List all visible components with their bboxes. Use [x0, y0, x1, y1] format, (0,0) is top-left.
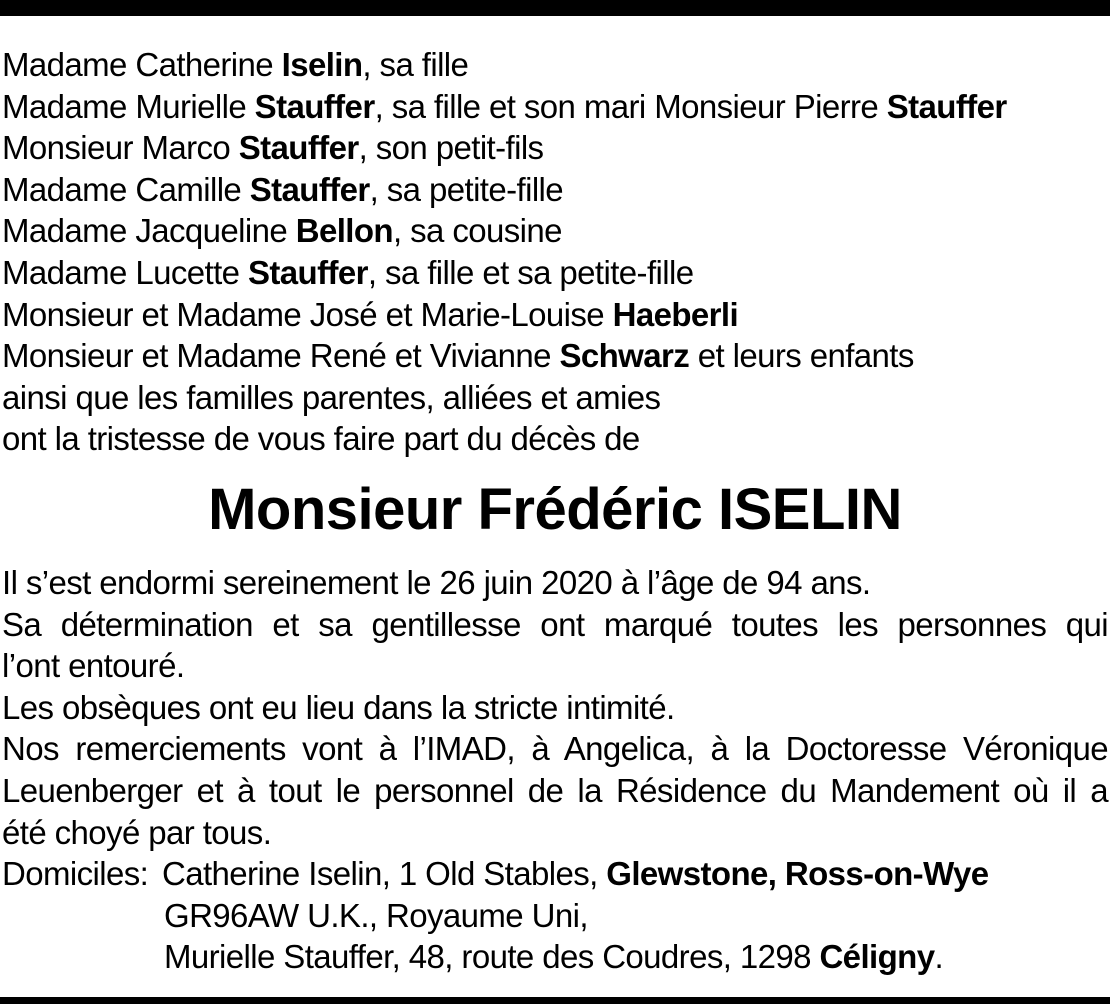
body-line: Il s’est endormi sereinement le 26 juin 2020 à l’âge de 94 ans. [2, 564, 871, 601]
mourner-text: Monsieur et Madame René et Vivianne [2, 337, 560, 375]
address-text: Murielle Stauffer, 48, route des Coudres, 1298 [164, 938, 820, 976]
mourner-line [2, 418, 1108, 460]
mourner-surname: Stauffer [249, 170, 370, 208]
mourner-relation: et leurs enfants [689, 337, 914, 375]
top-rule [0, 0, 1110, 16]
mourner-surname: Stauffer [886, 87, 1007, 125]
mourner-relation: , sa fille et son mari Monsieur Pierre [374, 87, 887, 125]
mourner-text: Madame Catherine [2, 46, 282, 83]
domiciles-label: Domiciles: [2, 855, 149, 893]
mourner-relation: , sa cousine [392, 212, 562, 250]
mourner-surname: Schwarz [559, 337, 690, 375]
mourner-line [2, 294, 1108, 336]
mourner-text: Madame Camille [2, 170, 250, 208]
mourner-line [2, 252, 1108, 294]
mourner-line [2, 86, 1108, 128]
mourner-text: ainsi que les familles parentes, alliées et amies [2, 378, 661, 416]
mourner-surname: Stauffer [254, 87, 375, 125]
mourner-line [2, 127, 1108, 169]
mourner-text: ont la tristesse de vous faire part du décès de [2, 420, 640, 458]
mourner-surname: Haeberli [612, 295, 739, 333]
mourner-line [2, 210, 1108, 252]
bottom-rule [0, 997, 1110, 1004]
deceased-name: Monsieur Frédéric ISELIN [208, 477, 902, 542]
body-line: Les obsèques ont eu lieu dans la stricte intimité. [2, 688, 675, 726]
address-line: GR96AW U.K., Royaume Uni, [164, 896, 588, 934]
mourner-text: Madame Murielle [2, 87, 255, 125]
mourner-line [2, 377, 1108, 419]
mourner-line [2, 169, 1108, 211]
mourner-line [2, 44, 1108, 86]
body-line: été choyé par tous. [2, 813, 272, 851]
mourner-surname: Stauffer [247, 253, 368, 291]
body-line: l’ont entouré. [2, 647, 185, 685]
mourners-list [2, 44, 1108, 460]
mourner-text: Monsieur Marco [2, 129, 239, 167]
address-place: Céligny [819, 938, 935, 976]
address-place: Glewstone, Ross-on-Wye [606, 855, 989, 893]
mourner-relation: , sa fille et sa petite-fille [367, 253, 694, 291]
mourner-text: Madame Lucette [2, 253, 248, 291]
address-text: Catherine Iselin, 1 Old Stables, [162, 855, 607, 893]
mourner-text: Madame Jacqueline [2, 212, 296, 250]
mourner-relation: , son petit-fils [358, 129, 544, 167]
body-line: Sa détermination et sa gentillesse ont marqué toutes les personnes qui [2, 605, 1108, 643]
address-line [2, 936, 1108, 978]
domiciles-line [2, 853, 1108, 895]
mourner-relation: , sa petite-fille [369, 170, 564, 208]
body-line: Leuenberger et à tout le personnel de la Résidence du Mandement où il a [2, 771, 1108, 809]
mourner-surname: Stauffer [238, 129, 359, 167]
mourner-surname: Iselin [281, 46, 363, 83]
mourner-line [2, 335, 1108, 377]
body-line: Nos remerciements vont à l’IMAD, à Angelica, à la Doctoresse Véronique [2, 730, 1108, 768]
obituary-body [2, 562, 1108, 978]
address-punct: . [934, 938, 944, 976]
mourner-relation: , sa fille [362, 46, 469, 83]
mourner-surname: Bellon [295, 212, 393, 250]
mourner-text: Monsieur et Madame José et Marie-Louise [2, 295, 613, 333]
